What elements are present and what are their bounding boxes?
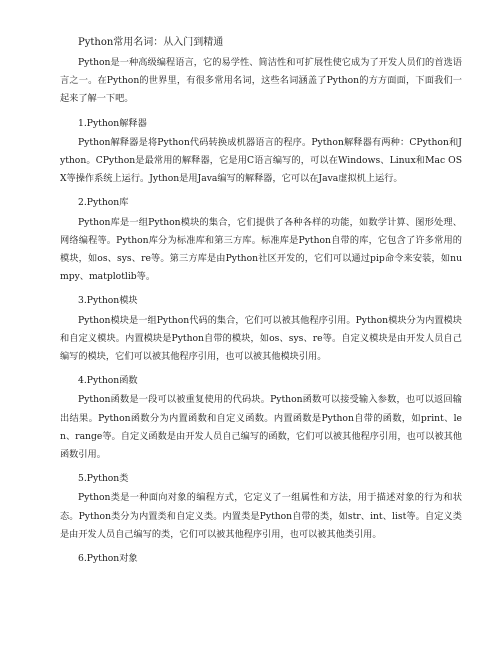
- section-body: Python函数是一段可以被重复使用的代码块。Python函数可以接受输入参数，也可以返回输出结果。Python函数分为内置函数和自定义函数。内置函数是Python自带的函数，如print、len、range等。自定义函数是由开发人员自己编写的函数，它们可以被其他程序引用，也可以被其他函数引用。: [60, 394, 462, 461]
- section-body: Python解释器是将Python代码转换成机器语言的程序。Python解释器有两种：CPython和Jython。CPython是最常用的解释器，它是用C语言编写的，可以在Windows、Linux和Mac OS X等操作系统上运行。Jython是用Java编写的解释器，它可以在Java虚拟机上运行。: [60, 136, 462, 185]
- section-heading: 6.Python对象: [78, 553, 138, 565]
- intro-paragraph: Python是一种高级编程语言，它的易学性、简洁性和可扩展性使它成为了开发人员们的首选语言之一。在Python的世界里，有很多常用名词，这些名词涵盖了Python的方方面面，下面我们一起来了解一下吧。: [60, 57, 462, 105]
- section-heading: 5.Python类: [78, 473, 129, 485]
- section-body: Python类是一种面向对象的编程方式，它定义了一组属性和方法，用于描述对象的行为和状态。Python类分为内置类和自定义类。内置类是Python自带的类，如str、int、list等。自定义类是由开发人员自己编写的类，它们可以被其他程序引用，也可以被其他类引用。: [60, 492, 462, 540]
- section-body: Python模块是一组Python代码的集合，它们可以被其他程序引用。Python模块分为内置模块和自定义模块。内置模块是Python自带的模块，如os、sys、re等。自定义模块是由开发人员自己编写的模块，它们可以被其他程序引用，也可以被其他模块引用。: [60, 314, 462, 363]
- section-interpreter: [60, 115, 462, 189]
- section-heading: 1.Python解释器: [78, 117, 147, 129]
- section-body: Python库是一组Python模块的集合，它们提供了各种各样的功能，如数学计算、图形处理、网络编程等。Python库分为标准库和第三方库。标准库是Python自带的库，它包含了许多常用的模块，如os、sys、re等。第三方库是由Python社区开发的，它们可以通过pip命令来安装，如numpy、matplotlib等。: [60, 216, 462, 283]
- section-heading: 4.Python函数: [78, 375, 138, 387]
- section-heading: 2.Python库: [78, 197, 129, 209]
- section-function: [60, 372, 462, 464]
- section-library: [60, 194, 462, 286]
- section-module: [60, 292, 462, 366]
- section-class: [60, 470, 462, 544]
- section-heading: 3.Python模块: [78, 295, 138, 307]
- document-title: Python常用名词：从入门到精通: [78, 37, 224, 48]
- section-object: [60, 550, 462, 568]
